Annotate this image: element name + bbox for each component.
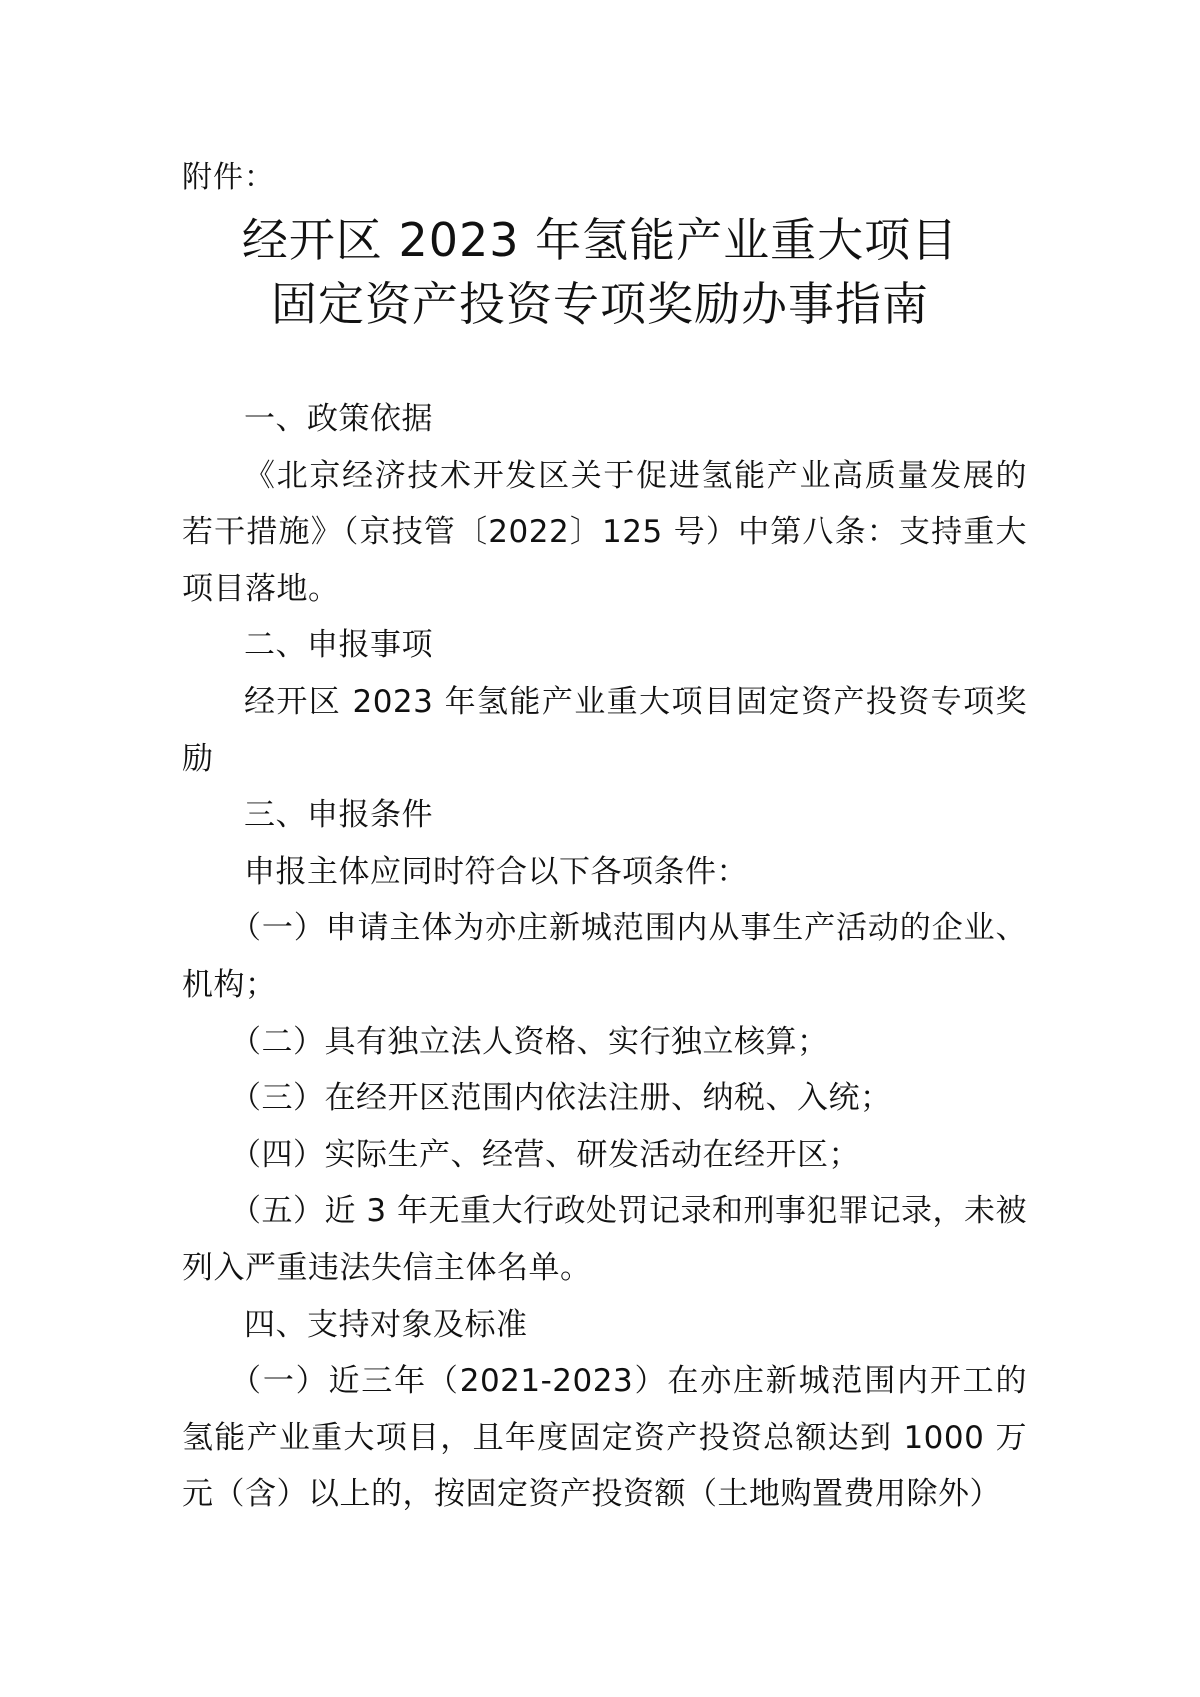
- document-body: [182, 391, 1027, 1523]
- support-standard-item: （一）近三年（2021-2023）在亦庄新城范围内开工的氢能产业重大项目，且年度固定资产投资总额达到 1000 万元（含）以上的，按固定资产投资额（土地购置费用除外）: [182, 1363, 1027, 1513]
- title-line-2: 固定资产投资专项奖励办事指南: [271, 277, 929, 331]
- document-title: [150, 208, 1050, 336]
- application-item-text: 经开区 2023 年氢能产业重大项目固定资产投资专项奖励: [182, 683, 1027, 777]
- policy-basis-text: 《北京经济技术开发区关于促进氢能产业高质量发展的若干措施》（京技管〔2022〕125 号）中第八条：支持重大项目落地。: [182, 457, 1027, 607]
- condition-item: （一）申请主体为亦庄新城范围内从事生产活动的企业、机构；: [182, 910, 1027, 1003]
- condition-item: （四）实际生产、经营、研发活动在经开区；: [230, 1136, 860, 1173]
- condition-item: （五）近 3 年无重大行政处罚记录和刑事犯罪记录，未被列入严重违法失信主体名单。: [182, 1193, 1027, 1286]
- section-heading-application-item: 二、申报事项: [244, 627, 433, 664]
- condition-item: （二）具有独立法人资格、实行独立核算；: [230, 1023, 829, 1060]
- section-heading-policy-basis: 一、政策依据: [244, 401, 433, 437]
- application-conditions-intro: 申报主体应同时符合以下各项条件：: [244, 853, 748, 890]
- section-heading-support-standards: 四、支持对象及标准: [244, 1306, 528, 1343]
- condition-item: （三）在经开区范围内依法注册、纳税、入统；: [230, 1080, 892, 1117]
- title-line-1: 经开区 2023 年氢能产业重大项目: [241, 213, 959, 267]
- section-heading-application-conditions: 三、申报条件: [244, 797, 433, 834]
- attachment-label: 附件：: [182, 160, 275, 195]
